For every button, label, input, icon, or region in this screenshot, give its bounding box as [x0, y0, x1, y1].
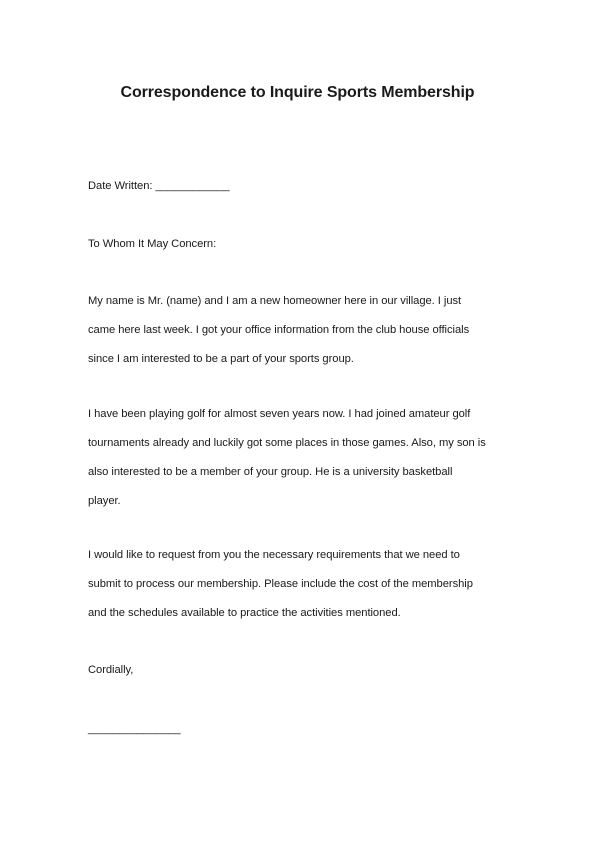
paragraph-line: since I am interested to be a part of your sports group. — [88, 353, 354, 365]
closing-text: Cordially, — [88, 664, 134, 676]
paragraph-request — [88, 541, 528, 628]
paragraph-line: came here last week. I got your office information from the club house officials — [88, 324, 470, 336]
paragraph-line: player. — [88, 495, 121, 507]
paragraph-background — [88, 400, 528, 516]
date-written-text: Date Written: ____________ — [88, 180, 230, 192]
paragraph-line: submit to process our membership. Please include the cost of the membership — [88, 578, 473, 590]
paragraph-line: also interested to be a member of your group. He is a university basketball — [88, 466, 453, 478]
salutation — [88, 230, 528, 259]
closing — [88, 656, 528, 685]
paragraph-line: My name is Mr. (name) and I am a new homeowner here in our village. I just — [88, 295, 462, 307]
paragraph-line: and the schedules available to practice the activities mentioned. — [88, 607, 401, 619]
signature-blank: _______________ — [88, 723, 181, 735]
signature-line — [88, 715, 528, 744]
date-written-line — [88, 172, 528, 201]
paragraph-line: I have been playing golf for almost seven years now. I had joined amateur golf — [88, 408, 471, 420]
document-title: Correspondence to Inquire Sports Membership — [120, 84, 475, 101]
paragraph-line: I would like to request from you the necessary requirements that we need to — [88, 549, 460, 561]
paragraph-introduction — [88, 287, 528, 374]
salutation-text: To Whom It May Concern: — [88, 238, 217, 250]
paragraph-line: tournaments already and luckily got some places in those games. Also, my son is — [88, 437, 486, 449]
